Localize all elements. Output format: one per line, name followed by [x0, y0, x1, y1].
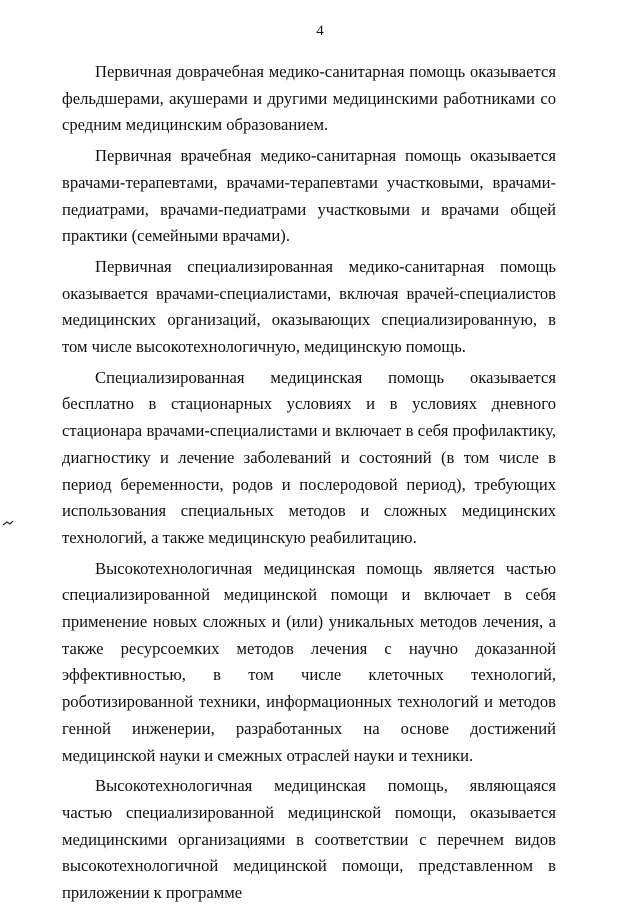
paragraph-high-tech-care-organizations: Высокотехнологичная медицинская помощь, являющаяся частью специализированной медицинской помощи, оказывается медицинскими организациями в соответствии с перечнем видов высокотехнологичной медицинской помощи, представленном в приложении к программе	[62, 776, 556, 903]
paragraph-high-tech-care: Высокотехнологичная медицинская помощь является частью специализированной медицинской помощи и включает в себя применение новых сложных и (или) уникальных методов лечения, а также ресурсоемких методов лечения с научно доказанной эффективностью, в том числе клеточных технологий, роботизированной техники, информационных технологий и методов генной инженерии, разработанных на основе достижений медицинской науки и смежных отраслей науки и техники.	[62, 558, 556, 765]
paragraph-primary-prehospital-care: Первичная доврачебная медико-санитарная помощь оказывается фельдшерами, акушерами и другими медицинскими работниками со средним медицинским образованием.	[62, 62, 556, 135]
paragraph-specialized-care: Специализированная медицинская помощь оказывается бесплатно в стационарных условиях и в условиях дневного стационара врачами-специалистами и включает в себя профилактику, диагностику и лечение заболеваний и состояний (в том числе в период беременности, родов и послеродовой период), требующих использования специальных методов и сложных медицинских технологий, а также медицинскую реабилитацию.	[62, 367, 556, 547]
paragraph-primary-physician-care: Первичная врачебная медико-санитарная помощь оказывается врачами-терапевтами, врачами-терапевтами участковыми, врачами-педиатрами, врачами-педиатрами участковыми и врачами общей практики (семейными врачами).	[62, 146, 556, 246]
page-number: 4	[316, 23, 324, 39]
paragraph-primary-specialized-care: Первичная специализированная медико-санитарная помощь оказывается врачами-специалистами, включая врачей-специалистов медицинских организаций, оказывающих специализированную, в том числе высокотехнологичную, медицинскую помощь.	[62, 256, 556, 357]
margin-scan-mark	[3, 521, 13, 526]
document-body	[62, 59, 556, 911]
